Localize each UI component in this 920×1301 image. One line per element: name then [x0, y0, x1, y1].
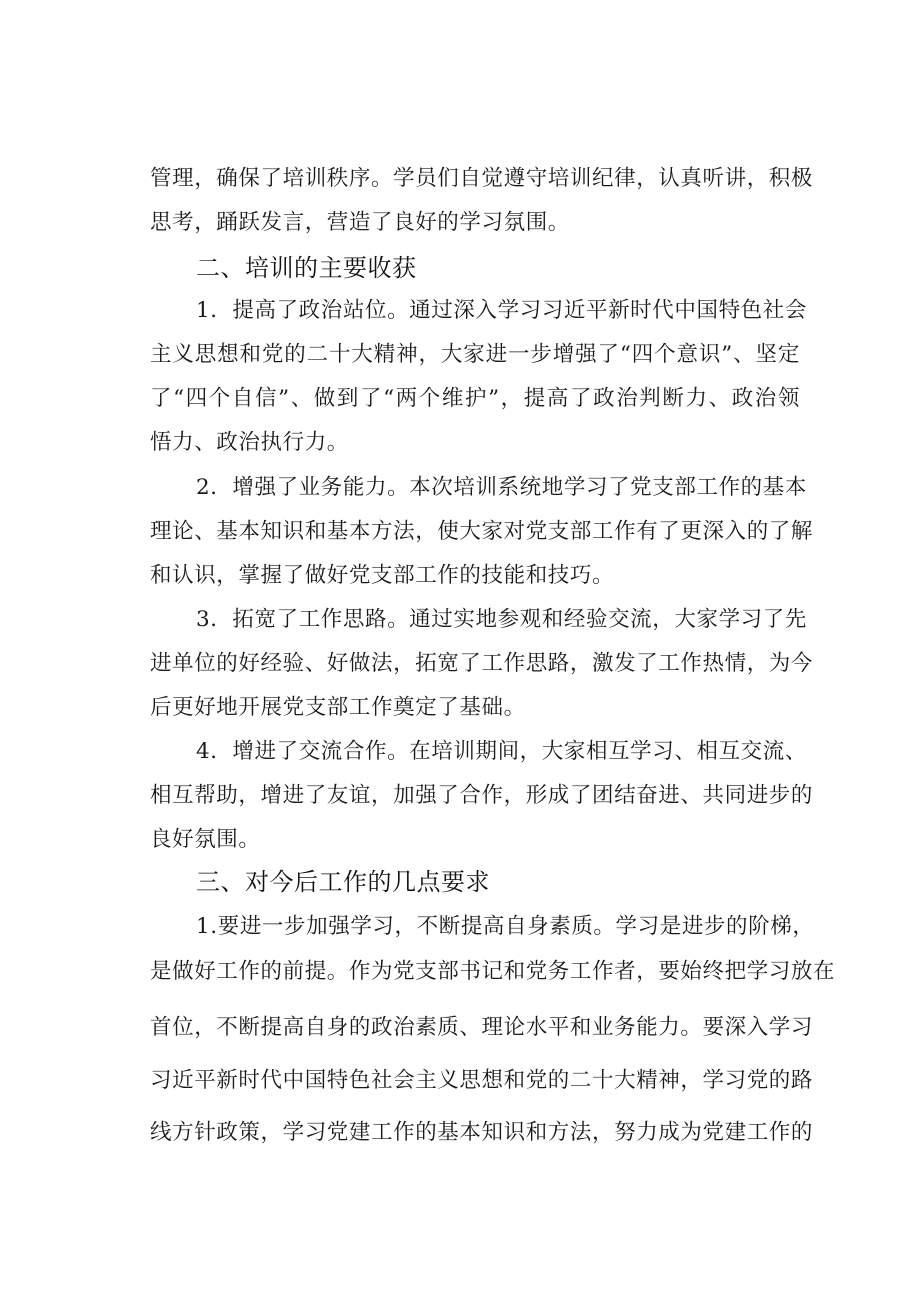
- paragraph-line: 线方针政策，学习党建工作的基本知识和方法，努力成为党建工作的: [150, 1120, 814, 1145]
- paragraph-line: 2．增强了业务能力。本次培训系统地学习了党支部工作的基本: [196, 475, 807, 500]
- section-heading: 二、培训的主要收获: [196, 254, 417, 282]
- paragraph-line: 了“四个自信”、做到了“两个维护”，提高了政治判断力、政治领: [150, 386, 800, 411]
- paragraph-line: 管理，确保了培训秩序。学员们自觉遵守培训纪律，认真听讲，积极: [150, 166, 814, 191]
- paragraph-line: 1．提高了政治站位。通过深入学习习近平新时代中国特色社会: [196, 298, 807, 323]
- paragraph-line: 悟力、政治执行力。: [150, 430, 349, 455]
- paragraph-line: 理论、基本知识和基本方法，使大家对党支部工作有了更深入的了解: [150, 519, 814, 544]
- paragraph-line: 相互帮助，增进了友谊，加强了合作，形成了团结奋进、共同进步的: [150, 783, 814, 808]
- section-heading: 三、对今后工作的几点要求: [196, 868, 490, 896]
- paragraph-line: 首位，不断提高自身的政治素质、理论水平和业务能力。要深入学习: [150, 1015, 814, 1040]
- paragraph-line: 主义思想和党的二十大精神，大家进一步增强了“四个意识”、坚定: [150, 342, 800, 367]
- paragraph-line: 和认识，掌握了做好党支部工作的技能和技巧。: [150, 563, 615, 588]
- paragraph-line: 后更好地开展党支部工作奠定了基础。: [150, 695, 526, 720]
- paragraph-line: 1.要进一步加强学习，不断提高自身素质。学习是进步的阶梯，: [196, 914, 815, 939]
- paragraph-line: 良好氛围。: [150, 827, 261, 852]
- paragraph-line: 习近平新时代中国特色社会主义思想和党的二十大精神，学习党的路: [150, 1068, 814, 1093]
- paragraph-line: 4．增进了交流合作。在培训期间，大家相互学习、相互交流、: [196, 739, 807, 764]
- paragraph-line: 3．拓宽了工作思路。通过实地参观和经验交流，大家学习了先: [196, 607, 807, 632]
- paragraph-line: 进单位的好经验、好做法，拓宽了工作思路，激发了工作热情，为今: [150, 651, 814, 676]
- paragraph-line: 是做好工作的前提。作为党支部书记和党务工作者，要始终把学习放在: [150, 959, 836, 984]
- paragraph-line: 思考，踊跃发言，营造了良好的学习氛围。: [150, 210, 570, 235]
